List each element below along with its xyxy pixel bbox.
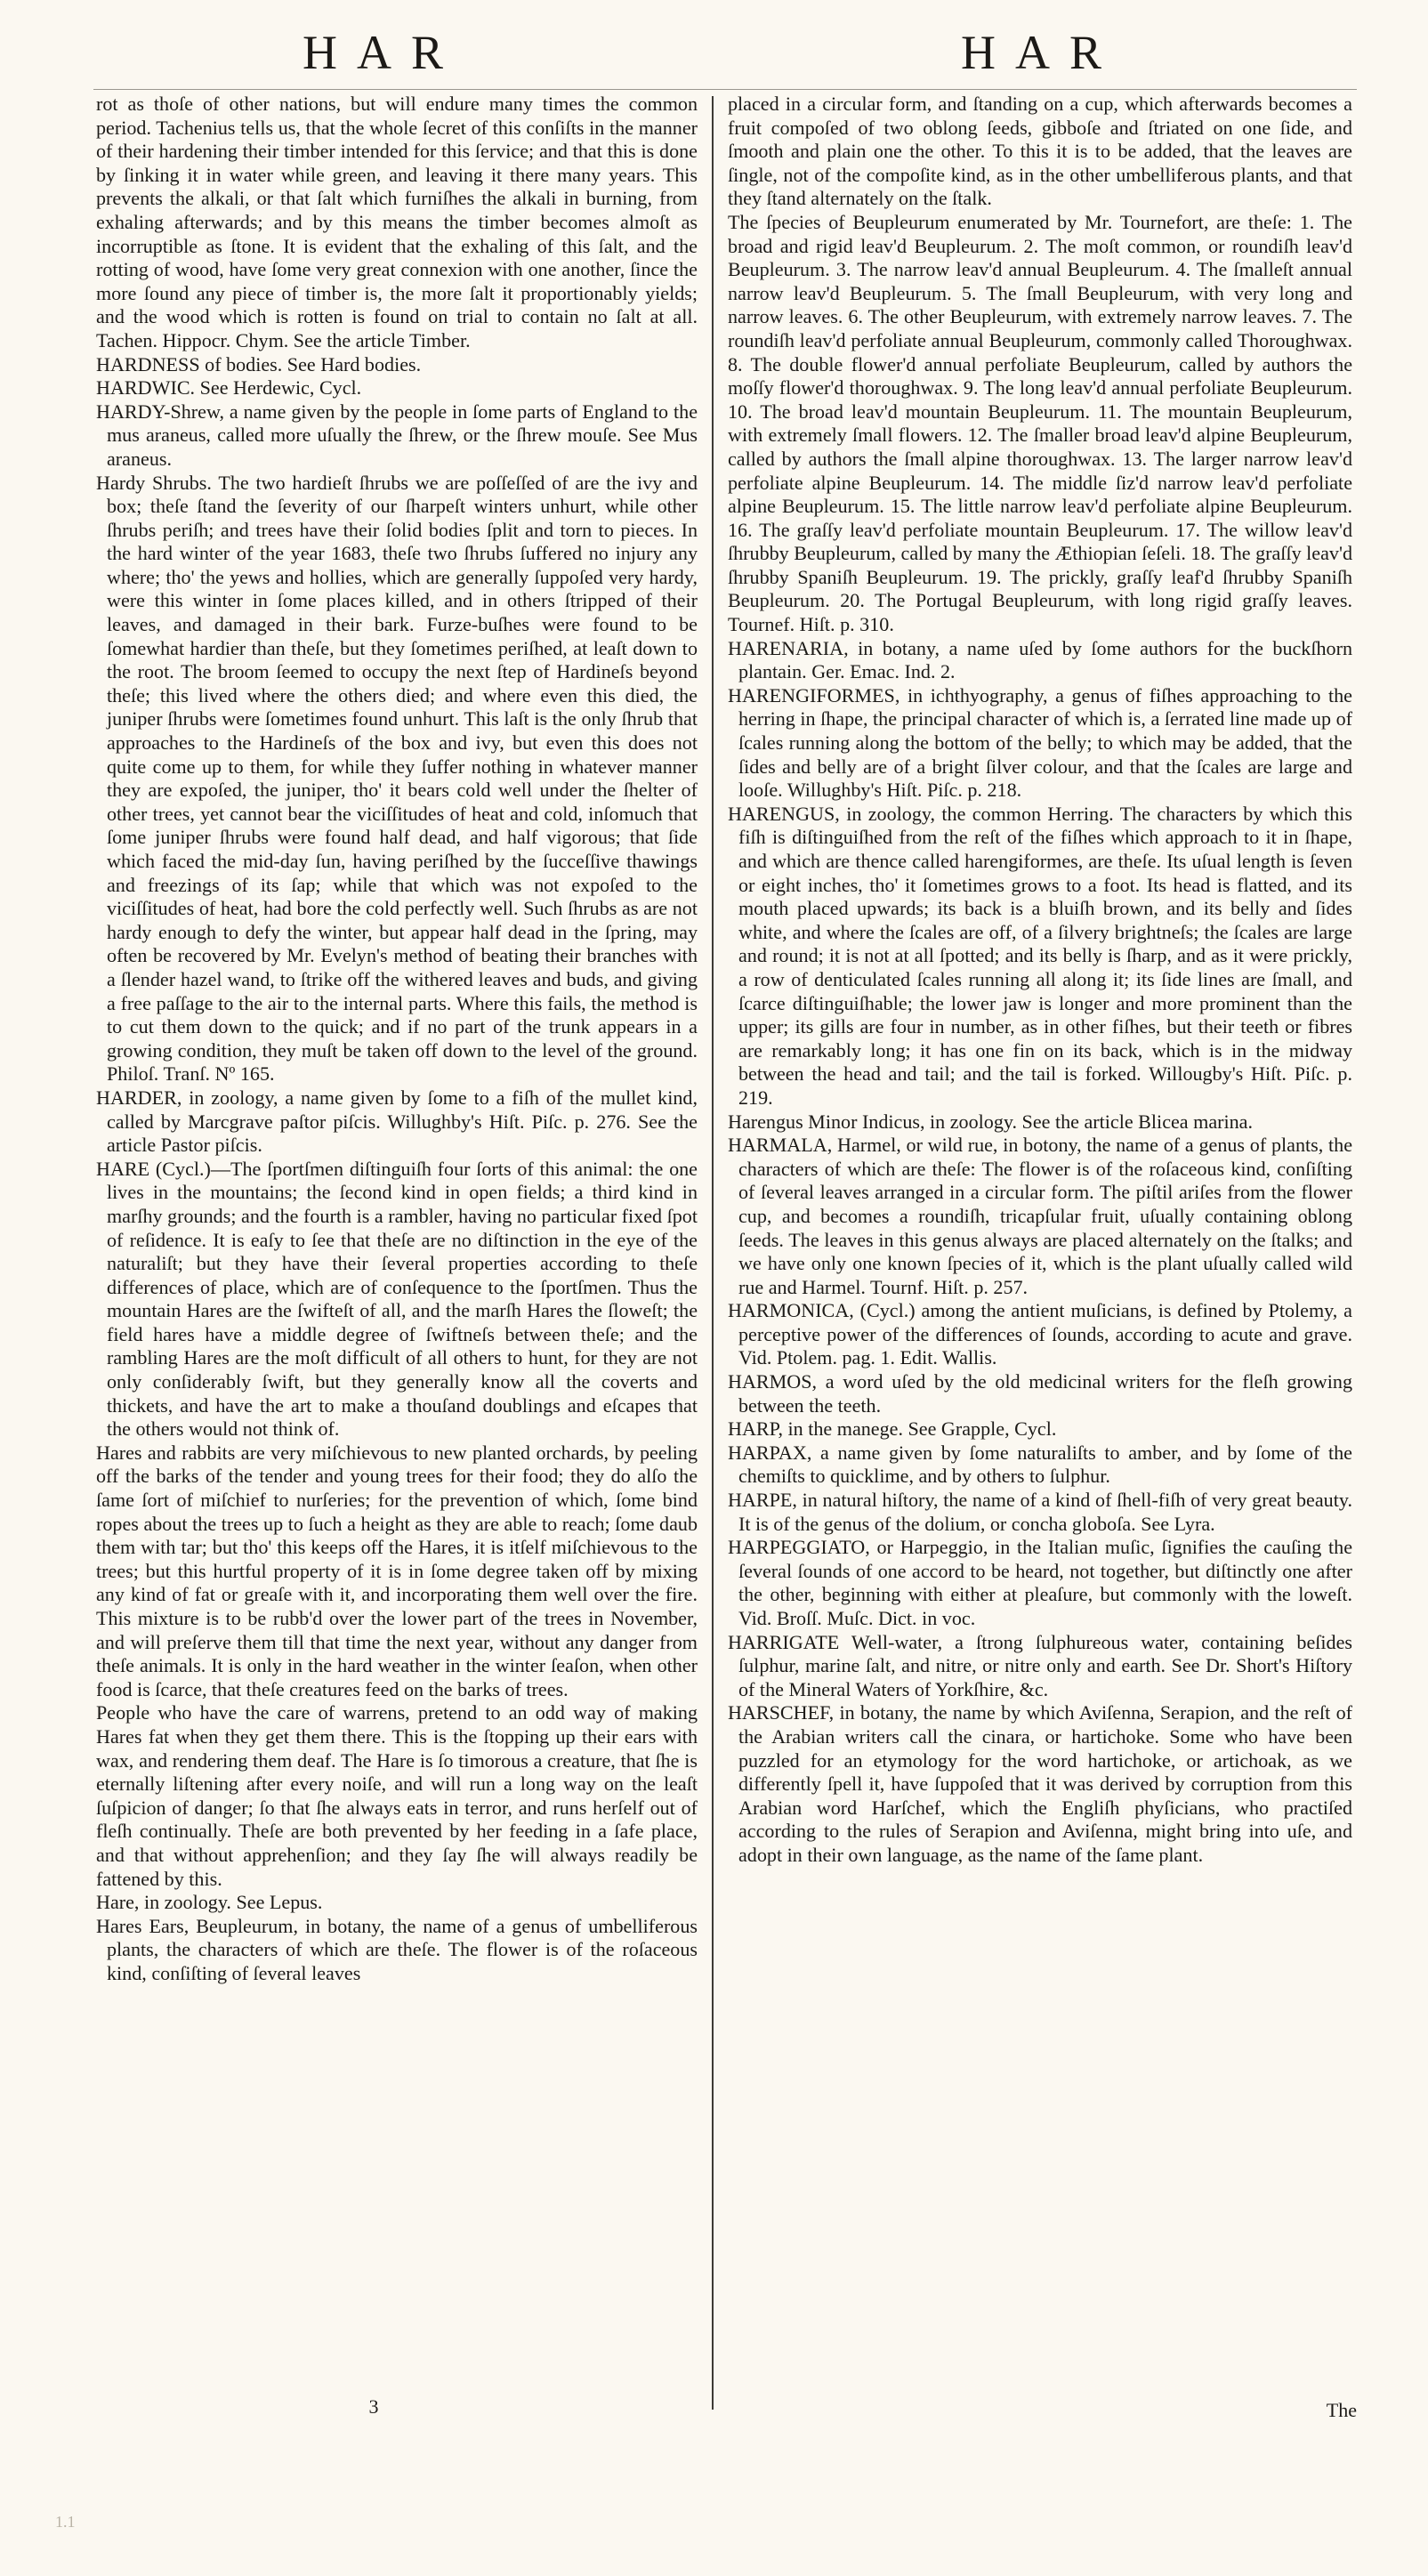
entry-harpeggiato: HARPEGGIATO, or Harpeggio, in the Italian muſic, ſignifies the cauſing the ſeveral ſounds of one accord to be heard, not together, but diſtinctly one after the other, beginning with either at pleaſure, but commonly with the loweſt. Vid. Broſſ. Muſc. Dict. in voc.: [728, 1536, 1352, 1629]
right-column: [728, 93, 1352, 1868]
entry-hardy-shrew: HARDY-Shrew, a name given by the people in ſome parts of England to the mus araneus, called more uſually the ſhrew, or the ſhrew mouſe. See Mus araneus.: [96, 400, 698, 470]
entry-harengus: HARENGUS, in zoology, the common Herring. The characters by which this fiſh is diſtinguiſhed from the reſt of the fiſhes which approach to it in ſhape, and which are thence called harengiformes, are theſe. Its uſual length is ſeven or eight inches, tho' it ſometimes grows to a foot. Its head is flatted, and its mouth placed upwards; its back is a bluiſh brown, and its belly and ſides white, and where the ſcales are off, of a ſilvery brightneſs; the ſcales are large and round; it is not at all ſpotted; and its belly is ſharp, and as it were prickly, a row of denticulated ſcales running all along it; its ſide lines are ſmall, and ſcarce diſtinguiſhable; the lower jaw is longer and more prominent than the upper; its gills are four in number, as in other fiſhes, but their teeth or fibres are remarkably long; it has one fin on its back, which is in the midway between the head and tail; and the tail is forked. Willougby's Hiſt. Piſc. p. 219.: [728, 802, 1352, 1109]
entry-harengus-minor: Harengus Minor Indicus, in zoology. See the article Blicea marina.: [728, 1110, 1254, 1133]
page-number: 3: [368, 2395, 379, 2418]
entry-harpe: HARPE, in natural hiſtory, the name of a kind of ſhell-fiſh of very great beauty. It is of the genus of the dolium, or concha globoſa. See Lyra.: [728, 1489, 1352, 1535]
catchword: The: [1326, 2399, 1357, 2421]
entry-hares-ears: Hares Ears, Beupleurum, in botany, the name of a genus of umbelliferous plants, the characters of which are theſe. The flower is of the roſaceous kind, conſiſting of ſeveral leaves: [96, 1914, 698, 1984]
running-head-right: HAR: [960, 26, 1121, 79]
entry-hare-zoology: Hare, in zoology. See Lepus.: [96, 1891, 323, 1914]
entry-hardy-shrubs: Hardy Shrubs. The two hardieſt ſhrubs we are poſſeſſed of are the ivy and box; theſe ſtand the ſeverity of our ſharpeſt winters unhurt, while other ſhrubs periſh; and trees have their ſolid bodies ſplit and torn to pieces. In the hard winter of the year 1683, theſe two ſhrubs ſuffered no injury any where; tho' the yews and hollies, which are generally ſuppoſed very hardy, were this winter in ſome places killed, and in others ſtripped of their leaves, and damaged in their bark. Furze-buſhes were found to be ſomewhat hardier than theſe, but they ſometimes periſhed, at leaſt down to the root. The broom ſeemed to occupy the next ſtep of Hardineſs beyond theſe; this lived where the others died; and where even this died, the juniper ſhrubs were ſometimes found unhurt. This laſt is the only ſhrub that approaches to the Hardineſs of the box and ivy, but even this does not quite come up to them, for while they ſuffer nothing in whatever manner they are expoſed, the juniper, tho' it bears cold well under the ſhelter of other trees, yet cannot bear the viciſſitudes of heat and cold, inſomuch that ſome juniper ſhrubs were found half dead, and half vigorous; that ſide which faced the mid-day ſun, having periſhed by the ſucceſſive thawings and freezings of its ſap; while that which was not expoſed to the viciſſitudes of heat, had bore the cold perfectly well. Such ſhrubs as are not hardy enough to defy the winter, but appear half dead in the ſpring, may often be recovered by Mr. Evelyn's method of beating their branches with a ſlender hazel wand, to ſtrike off the withered leaves and buds, and giving a free paſſage to the air to the internal parts. Where this fails, the method is to cut them down to the quick; and if no part of the trunk appears in a growing condition, they muſt be taken off down to the level of the ground. Philoſ. Tranſ. Nº 165.: [96, 471, 698, 1086]
entry-harmos: HARMOS, a word uſed by the old medicinal writers for the fleſh growing between the teeth.: [728, 1370, 1352, 1417]
entry-beupleurum-species: The ſpecies of Beupleurum enumerated by Mr. Tournefort, are theſe: 1. The broad and rigid leav'd Beupleurum. 2. The moſt common, or roundiſh leav'd Beupleurum. 3. The narrow leav'd annual Beupleurum. 4. The ſmalleſt annual narrow leav'd Beupleurum. 5. The ſmall Beupleurum, with very long and narrow leaves. 6. The other Beupleurum, with extremely narrow leaves. 7. The roundiſh leav'd perfoliate annual Beupleurum, commonly called Thoroughwax. 8. The double flower'd annual perfoliate Beupleurum, called by authors the moſſy flower'd thoroughwax. 9. The long leav'd annual perfoliate Beupleurum. 10. The broad leav'd mountain Beupleurum. 11. The mountain Beupleurum, with extremely ſmall flowers. 12. The ſmaller broad leav'd alpine Beupleurum, called by authors the ſmall alpine thoroughwax. 13. The larger narrow leav'd perfoliate alpine Beupleurum. 14. The middle ſiz'd narrow leav'd perfoliate alpine Beupleurum. 15. The little narrow leav'd perfoliate alpine Beupleurum. 16. The graſſy leav'd perfoliate mountain Beupleurum. 17. The willow leav'd ſhrubby Beupleurum, called by many the Æthiopian ſeſeli. 18. The graſſy leav'd ſhrubby Spaniſh Beupleurum. 19. The prickly, graſſy leaf'd ſhrubby Spaniſh Beupleurum. 20. The Portugal Beupleurum, with long rigid graſſy leaves. Tournef. Hiſt. p. 310.: [728, 210, 1352, 636]
entry-hare: HARE (Cycl.)—The ſportſmen diſtinguiſh four ſorts of this animal: the one lives in the mountains; the ſecond kind in open fields; a third kind in marſhy grounds; and the fourth is a rambler, having no particular fixed ſpot of reſidence. It is eaſy to ſee that theſe are no diſtinction in the eye of the naturaliſt; but they have their ſeveral properties according to theſe differences of place, which are of conſequence to the ſportſmen. Thus the mountain Hares are the ſwifteſt of all, and the marſh Hares the ſloweſt; the field hares have a middle degree of ſwiftneſs between theſe; and the rambling Hares are the moſt difficult of all others to hunt, for they are not only conſiderably ſwift, but they generally know all the coverts and thickets, and have the art to make a thouſand doublings and eſcapes that the others would not think of.: [96, 1157, 698, 1441]
entry-harmala: HARMALA, Harmel, or wild rue, in botony, the name of a genus of plants, the characters of which are theſe: The flower is of the roſaceous kind, conſiſting of ſeveral leaves arranged in a circular form. The piſtil ariſes from the flower cup, and becomes a roundiſh, tricapſular fruit, uſually containing oblong ſeeds. The leaves in this genus always are placed alternately on the ſtalks; and we have only one known ſpecies of it, which is the plant uſually called wild rue and Harmel. Tournf. Hiſt. p. 257.: [728, 1134, 1352, 1298]
entry-harpax: HARPAX, a name given by ſome naturaliſts to amber, and by ſome of the chemiſts to quicklime, and by others to ſulphur.: [728, 1441, 1352, 1488]
left-column: [96, 93, 698, 1986]
margin-mark: 1.1: [55, 2513, 76, 2531]
entry-hare-paragraph: Hares and rabbits are very miſchievous to new planted orchards, by peeling off the barks of the tender and young trees for their food; they do alſo the ſame ſort of miſchief to nurſeries; for the prevention of which, ſome bind ropes about the trees up to ſuch a height as they are able to reach; ſome daub them with tar; but tho' this keeps off the Hares, it is itſelf miſchievous to the trees; but this hurtful property of it is in ſome degree taken off by mixing any kind of fat or greaſe with it, and incorporating them well over the fire. This mixture is to be rubb'd over the lower part of the trees in November, and will preſerve them till that time the next year, without any danger from theſe animals. It is only in the hard weather in the winter ſeaſon, when other food is ſcarce, that theſe creatures feed on the barks of trees.: [96, 1441, 698, 1700]
entry-hardness: HARDNESS of bodies. See Hard bodies.: [96, 352, 422, 375]
entry-continuation: rot as thoſe of other nations, but will endure many times the common period. Tachenius tells us, that the whole ſecret of this conſiſts in the manner of their hardening their timber intended for this ſervice; and that this is done by ſinking it in water while green, and leaving it there many years. This prevents the alkali, or that ſalt which furniſhes the alkali in burning, from exhaling afterwards; and by this means the timber becomes almoſt as incorruptible as ſtone. It is evident that the exhaling of this ſalt, and the rotting of wood, have ſome very great connexion with one another, ſince the more ſound any piece of timber is, the more ſalt it proportionably yields; and the wood which is rotten is found on trial to contain no ſalt at all. Tachen. Hippocr. Chym. See the article Timber.: [96, 93, 698, 351]
entry-hare-paragraph: People who have the care of warrens, pretend to an odd way of making Hares fat when they get them there. This is the ſtopping up their ears with wax, and rendering them deaf. The Hare is ſo timorous a creature, that ſhe is eternally liſtening after every noiſe, and will run a long way on the leaſt ſuſpicion of danger; ſo that ſhe always eats in terror, and runs herſelf out of fleſh continually. Theſe are both prevented by her feeding in a ſafe place, and that without apprehenſion; and they ſay ſhe will always readily be fattened by this.: [96, 1701, 698, 1890]
entry-harschef: HARSCHEF, in botany, the name by which Aviſenna, Serapion, and the reſt of the Arabian writers call the cinara, or hartichoke. Some who have been puzzled for an etymology for the word hartichoke, or artichoak, as we differently ſpell it, have ſuppoſed that it was derived by corruption from this Arabian word Harſchef, which the Engliſh phyſicians, who practiſed according to the rules of Serapion and Aviſenna, might bring into uſe, and adopt in their own language, as the name of the ſame plant.: [728, 1701, 1352, 1866]
entry-harenaria: HARENARIA, in botany, a name uſed by ſome authors for the buckſhorn plantain. Ger. Emac. Ind. 2.: [728, 636, 1352, 683]
entry-harmonica: HARMONICA, (Cycl.) among the antient muſicians, is defined by Ptolemy, a perceptive power of the differences of ſounds, according to acute and grave. Vid. Ptolem. pag. 1. Edit. Wallis.: [728, 1299, 1352, 1369]
entry-harengiformes: HARENGIFORMES, in ichthyography, a genus of fiſhes approaching to the herring in ſhape, the principal character of which is, a ſerrated line made up of ſcales running along the bottom of the belly; to which may be added, that the ſides and belly are of a bright ſilver colour, and that the ſcales are large and looſe. Willughby's Hiſt. Piſc. p. 218.: [728, 683, 1352, 802]
header-rule: [93, 89, 1357, 90]
entry-harrigate: HARRIGATE Well-water, a ſtrong ſulphureous water, containing beſides ſulphur, marine ſalt, and nitre, or nitre only and earth. See Dr. Short's Hiſtory of the Mineral Waters of Yorkſhire, &c.: [728, 1630, 1352, 1700]
running-head-left: HAR: [302, 26, 463, 79]
entry-continuation: placed in a circular form, and ſtanding on a cup, which afterwards becomes a fruit compoſed of two oblong ſeeds, gibboſe and ſtriated on one ſide, and ſmooth and plain one the other. To this it is to be added, that the leaves are ſingle, not of the compoſite kind, as in the other umbelliferous plants, and that they ſtand alternately on the ſtalk.: [728, 93, 1352, 210]
entry-harder: HARDER, in zoology, a name given by ſome to a fiſh of the mullet kind, called by Marcgrave paſtor piſcis. Willughby's Hiſt. Piſc. p. 276. See the article Pastor piſcis.: [96, 1086, 698, 1157]
entry-hardwic: HARDWIC. See Herdewic, Cycl.: [96, 376, 362, 400]
entry-harp: HARP, in the manege. See Grapple, Cycl.: [728, 1417, 1057, 1441]
column-divider: [712, 96, 714, 2410]
